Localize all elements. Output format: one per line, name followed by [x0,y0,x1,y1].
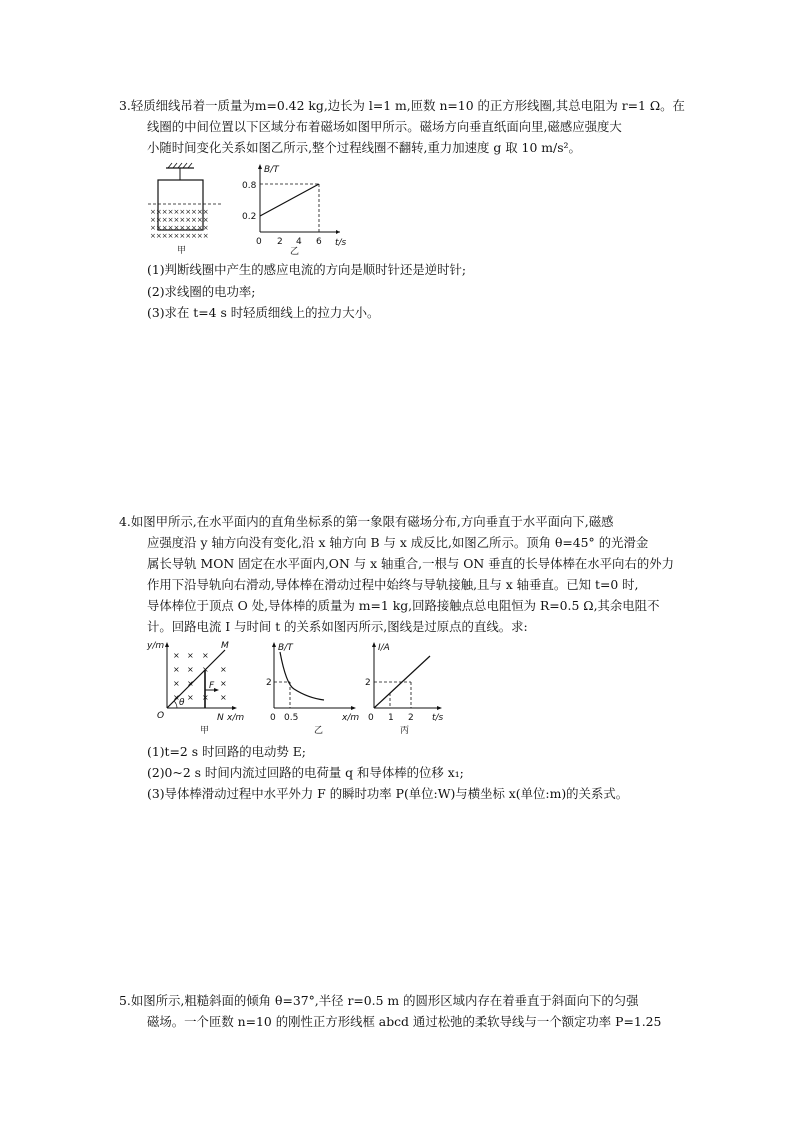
svg-text:×: × [202,693,209,702]
svg-text:×: × [187,665,194,674]
q3-sub-1: (1)判断线圈中产生的感应电流的方向是顺时针还是逆时针; [147,262,467,277]
q4-bing-ytick: 2 [365,678,371,688]
q4-sub-3: (3)导体棒滑动过程中水平外力 F 的瞬时功率 P(单位:W)与横坐标 x(单位:m)的关系式。 [147,786,629,801]
svg-text:×: × [202,665,209,674]
q4-yi-ylabel: B/T [278,643,293,653]
q3-yi-ylabel: B/T [264,165,279,175]
q4-jia-F: F [209,681,215,691]
q3-line-2: 线圈的中间位置以下区域分布着磁场如图甲所示。磁场方向垂直纸面向里,磁感应强度大 [147,119,622,134]
q4-jia-M: M [221,641,229,651]
q3-yi-xtick-2: 6 [316,237,322,247]
q3-yi-xtick-0: 2 [277,237,283,247]
q4-line-2: 应强度沿 y 轴方向没有变化,沿 x 轴方向 B 与 x 成反比,如图乙所示。顶角 θ=45° 的光滑金 [147,535,649,550]
q4-yi-origin: 0 [270,713,276,723]
q4-bing-caption: 丙 [400,726,410,736]
svg-text:×: × [220,665,227,674]
q4-line-6: 计。回路电流 I 与时间 t 的关系如图丙所示,图线是过原点的直线。求: [147,619,528,634]
q3-sub-2: (2)求线圈的电功率; [147,284,256,299]
q3-yi-ytick-0: 0.2 [242,212,257,222]
q4-line-3: 属长导轨 MON 固定在水平面内,ON 与 x 轴重合,一根与 ON 垂直的长导体棒在水平向右的外力 [147,556,675,571]
q4-yi-xtick: 0.5 [284,713,299,723]
svg-text:××××××××××: ×××××××××× [150,232,209,240]
q4-figure-yi [262,638,367,738]
q4-sub-1: (1)t=2 s 时回路的电动势 E; [147,744,306,759]
q5-line-2: 磁场。一个匝数 n=10 的刚性正方形线框 abcd 通过松弛的柔软导线与一个额定功率 P=1.25 [147,1014,662,1029]
svg-text:×: × [187,679,194,688]
q4-yi-xlabel: x/m [342,713,360,723]
q4-bing-xtick-0: 1 [388,713,394,723]
q4-jia-O: O [157,711,165,721]
svg-text:×: × [220,693,227,702]
svg-text:×: × [187,651,194,660]
q4-line-4: 作用下沿导轨向右滑动,导体棒在滑动过程中始终与导轨接触,且与 x 轴垂直。已知 t=0 时, [147,577,639,592]
q3-yi-line [260,184,319,216]
q3-yi-caption: 乙 [290,247,300,255]
svg-text:×: × [173,665,180,674]
q4-jia-ylabel: y/m [147,641,165,651]
svg-text:×: × [202,651,209,660]
q4-figure-bing [362,638,452,738]
q4-bing-xlabel: t/s [432,713,444,723]
q4-yi-curve [280,652,324,700]
q5-line-1: 5.如图所示,粗糙斜面的倾角 θ=37°,半径 r=0.5 m 的圆形区域内存在着垂直于斜面向下的匀强 [119,993,639,1008]
q4-bing-ylabel: I/A [378,643,390,653]
q4-yi-ytick: 2 [266,678,272,688]
q4-jia-caption: 甲 [200,726,210,736]
q4-bing-xtick-1: 2 [408,713,414,723]
q3-figure-yi [240,160,350,255]
q3-sub-3: (3)求在 t=4 s 时轻质细线上的拉力大小。 [147,305,380,320]
svg-text:××××××××××: ×××××××××× [150,216,209,224]
q3-line-3: 小随时间变化关系如图乙所示,整个过程线圈不翻转,重力加速度 g 取 10 m/s²。 [147,140,581,155]
q3-yi-origin: 0 [256,237,262,247]
q3-line-1: 3.轻质细线吊着一质量为m=0.42 kg,边长为 l=1 m,匝数 n=10 的正方形线圈,其总电阻为 r=1 Ω。在 [119,98,685,113]
svg-text:×: × [173,651,180,660]
svg-text:××××××××××: ×××××××××× [150,224,209,232]
q3-figure-jia [146,160,236,255]
q3-jia-caption: 甲 [177,246,187,255]
q4-sub-2: (2)0~2 s 时间内流过回路的电荷量 q 和导体棒的位移 x₁; [147,765,464,780]
svg-text:××××××××××: ×××××××××× [150,208,209,216]
q3-yi-xtick-1: 4 [296,237,302,247]
svg-text:×: × [173,679,180,688]
q4-line-5: 导体棒位于顶点 O 处,导体棒的质量为 m=1 kg,回路接触点总电阻恒为 R=0.5 Ω,其余电阻不 [147,598,660,613]
q4-figure-jia [145,638,250,738]
q4-yi-caption: 乙 [314,726,324,736]
q3-yi-ytick-1: 0.8 [242,181,257,191]
q4-bing-origin: 0 [368,713,374,723]
q4-jia-N: N [217,713,224,723]
q4-jia-theta: θ [179,698,185,708]
svg-text:×: × [187,693,194,702]
q4-jia-xlabel: x/m [227,713,245,723]
q3-yi-xlabel: t/s [335,238,347,248]
q4-line-1: 4.如图甲所示,在水平面内的直角坐标系的第一象限有磁场分布,方向垂直于水平面向下,磁感 [119,514,614,529]
svg-text:×: × [173,693,180,702]
svg-text:×: × [220,679,227,688]
